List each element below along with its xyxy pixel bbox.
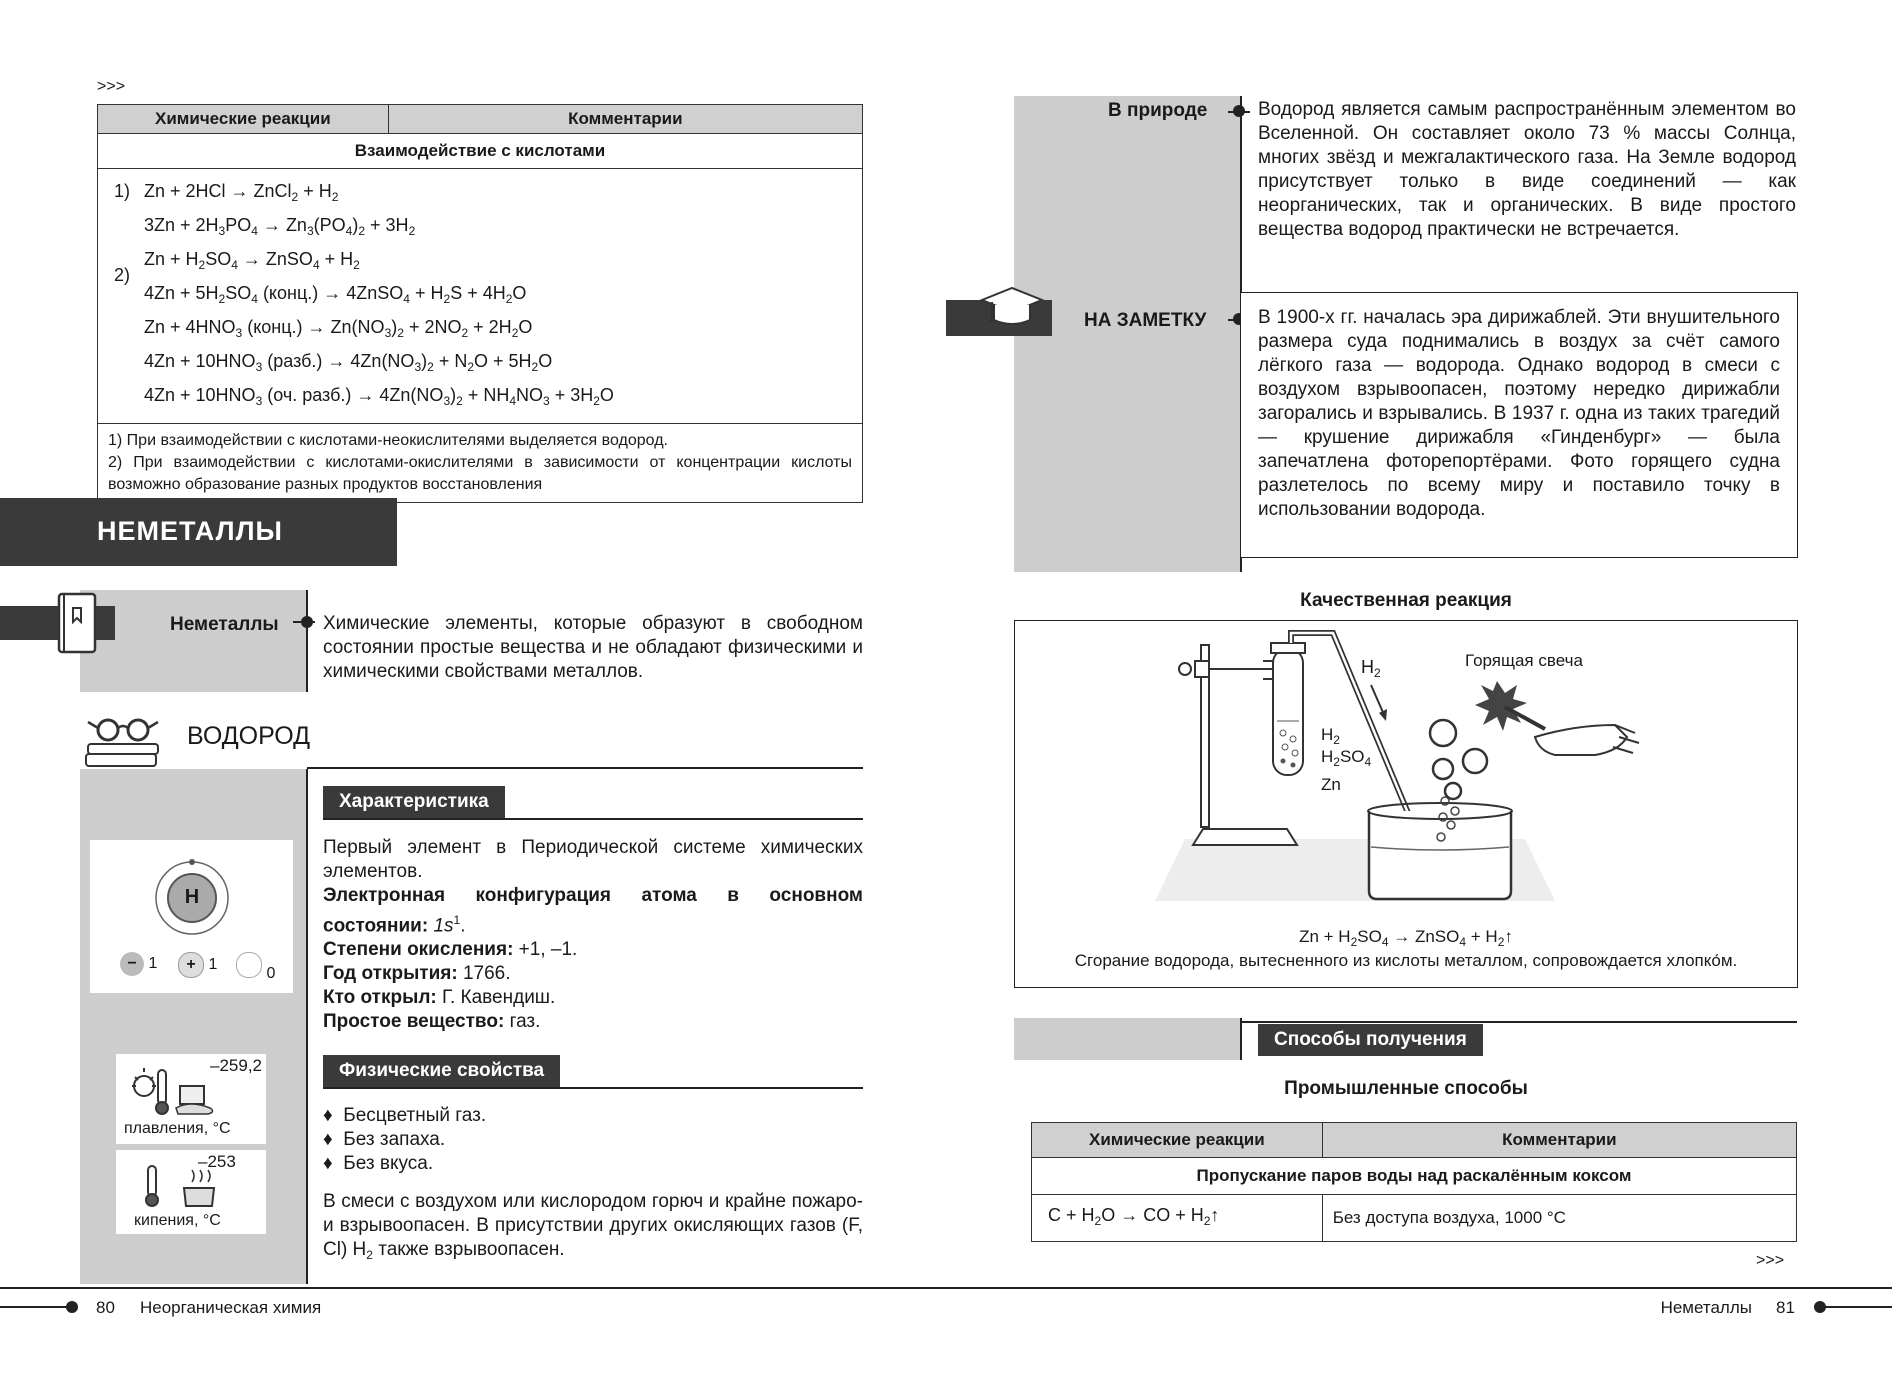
reaction-equation: $4Zn + 5H_2SO_4$ (конц.) → 4ZnSO$_4$ + $H_2S + 4H_2O$ [144,283,527,306]
methods-divider [1240,1018,1242,1060]
section-banner [0,498,397,566]
tube-gas-label: $H_2$ [1321,725,1340,747]
section-banner-title: НЕМЕТАЛЛЫ [97,516,283,546]
book-icon [55,592,99,661]
qualitative-caption: Сгорание водорода, вытесненного из кислоты металлом, сопровождается хлопко́м. [1074,951,1738,970]
proton-count: + 1 [178,952,217,978]
bullet-item: ♦ Бесцветный газ. [323,1105,487,1126]
bullet-item: ♦ Без запаха. [323,1129,446,1150]
definition-text: Химические элементы, которые образуют в свободном состоянии простые вещества и не обладают физическими и химическими свойствами металлов. [323,613,863,682]
boiling-card [116,1150,266,1234]
characteristic-intro: Первый элемент в Периодической системе химических элементов. [323,837,863,882]
industrial-equation: $C + H_2O$ → CO + $H_2↑$ [1032,1195,1323,1242]
qualitative-reaction-figure [1014,620,1798,988]
physical-heading: Физические свойства [323,1055,560,1087]
footer-line-left [0,1306,70,1308]
industrial-heading: Промышленные способы [1284,1078,1528,1099]
characteristic-heading: Характеристика [323,786,505,818]
definition-divider [306,590,308,692]
table-header-comments: Комментарии [388,105,862,134]
element-title-rule [307,767,863,769]
reaction-equation: $Zn + 4HNO_3$ (конц.) → $Zn(NO_3)_2 + 2NO_2 + 2H_2O$ [144,317,533,340]
electron-configuration: Электронная конфигурация атома в основном состоянии: $1s^1$. [323,885,863,937]
note-2: 2) При взаимодействии с кислотами-окислителями в зависимости от концентрации кислоты возможно образование разных продуктов восстановления [108,454,852,493]
physical-bullets [323,1104,486,1176]
table-notes [98,424,863,503]
table-section-title: Взаимодействие с кислотами [98,134,863,169]
definition-term: Неметаллы [170,614,279,635]
methods-sidebar [1014,1018,1240,1060]
note-1: 1) При взаимодействии с кислотами-неокислителями выделяется водород. [108,432,668,449]
physical-paragraph: В смеси с воздухом или кислородом горюч и крайне пожаро- и взрывоопасен. В присутствии других окисляющих газов (F, Cl) $H_2$ также взрывоопасен. [323,1191,863,1262]
melting-value: –259,2 [210,1056,262,1075]
footer-rule-right [946,1287,1892,1289]
reaction-equation: $Zn + H_2SO_4$ → ZnSO$_4$ + $H_2$ [144,249,360,272]
discovery-year: Год открытия: 1766. [323,963,511,985]
methods-rule [1240,1021,1797,1023]
footer-line-right [1822,1306,1892,1308]
table-section-title: Пропускание паров воды над раскалённым коксом [1032,1158,1797,1195]
glasses-on-books-icon [84,714,162,775]
note-text: В 1900-х гг. началась эра дирижаблей. Эти внушительного размера суда поднимались в воздух за счёт самого лёгкого газа — водорода. Однако водород в смеси с воздухом взрывоопасен, поэтому нередко дирижабли загорались и взрывались. В 1937 г. одна из таких трагедий — крушение дирижабля «Гинденбург» — была запечатлена фоторепортёрами. Фото горящего судна разлетелось по всему миру и поставило точку в использовании водорода. [1258,307,1780,520]
electron-count: − 1 [120,952,157,976]
acid-reactions-table [97,104,863,503]
melting-card [116,1054,266,1144]
running-title-right: Неметаллы [1660,1298,1752,1317]
reaction-equation: $4Zn + 10HNO_3$ (оч. разб.) → $4Zn(NO_3)_2 + NH_4NO_3 + 3H_2O$ [144,385,614,408]
nature-label: В природе [1108,100,1208,121]
note-label: НА ЗАМЕТКУ [1084,310,1207,331]
melting-label: плавления, °C [124,1120,231,1137]
proton-icon: + [178,952,204,978]
industrial-table [1031,1122,1797,1242]
industrial-comment: Без доступа воздуха, 1000 °C [1322,1195,1796,1242]
neutron-icon [236,952,262,978]
tube-zinc-label: Zn [1321,775,1341,794]
qualitative-equation: $Zn + H_2SO_4$ → ZnSO$_4$ + $H_2↑$ [1299,927,1513,949]
physical-heading-rule [323,1087,863,1089]
characteristic-heading-rule [323,818,863,820]
neutron-count: 0 [236,952,275,983]
melting-thermometer-icon [130,1064,220,1116]
reaction-equation: $3Zn + 2H_3PO_4 \to Zn_3(PO_4)_2 + 3H_2$ [144,215,416,238]
oxidation-states: Степени окисления: +1, –1. [323,939,578,961]
discoverer: Кто открыл: Г. Кавендиш. [323,987,556,1009]
tube-acid-label: $H_2SO_4$ [1321,747,1372,769]
table-header-reactions: Химические реакции [1032,1123,1323,1158]
candle-label: Горящая свеча [1465,651,1583,670]
simple-substance: Простое вещество: газ. [323,1011,541,1033]
reaction-equations [98,169,863,424]
nature-text: Водород является самым распространённым элементом во Вселенной. Он составляет около 73 % массы Солнца, многих звёзд и межгалактического газа. На Земле водород присутствует только в виде соединений — как неорганических, так и органических. В виде простого вещества водород практически не встречается. [1258,99,1796,240]
group-number-2: 2) [114,265,131,285]
qualitative-heading: Качественная реакция [1300,590,1512,611]
bullet-item: ♦ Без вкуса. [323,1153,434,1174]
graduation-cap-icon [978,286,1046,339]
characteristic-body [323,836,863,1034]
table-header-reactions: Химические реакции [98,105,389,134]
delivery-tube-label: $H_2$ [1361,657,1381,680]
boiling-value: –253 [198,1152,236,1171]
atom-symbol: H [184,886,200,908]
page-number-left: 80 [96,1298,115,1317]
methods-heading: Способы получения [1258,1024,1483,1056]
nature-dot [1233,105,1245,117]
continue-mark-bottom: >>> [1756,1252,1785,1269]
element-title: ВОДОРОД [187,722,311,750]
table-header-comments: Комментарии [1322,1123,1796,1158]
electron-icon: − [120,952,144,976]
footer-rule-left [0,1287,946,1289]
group-number-1: 1) [114,181,131,201]
continue-mark-top: >>> [97,78,126,95]
boiling-label: кипения, °C [134,1212,221,1229]
reaction-equation: $4Zn + 10HNO_3$ (разб.) → $4Zn(NO_3)_2 + N_2O + 5H_2O$ [144,351,553,374]
running-title-left: Неорганическая химия [140,1298,322,1317]
page-number-right: 81 [1776,1298,1795,1317]
atom-card [90,840,293,993]
reaction-equation: Zn + 2HCl → ZnCl$_2$ + $H_2$ [144,181,339,204]
left-info-divider [306,769,308,1284]
